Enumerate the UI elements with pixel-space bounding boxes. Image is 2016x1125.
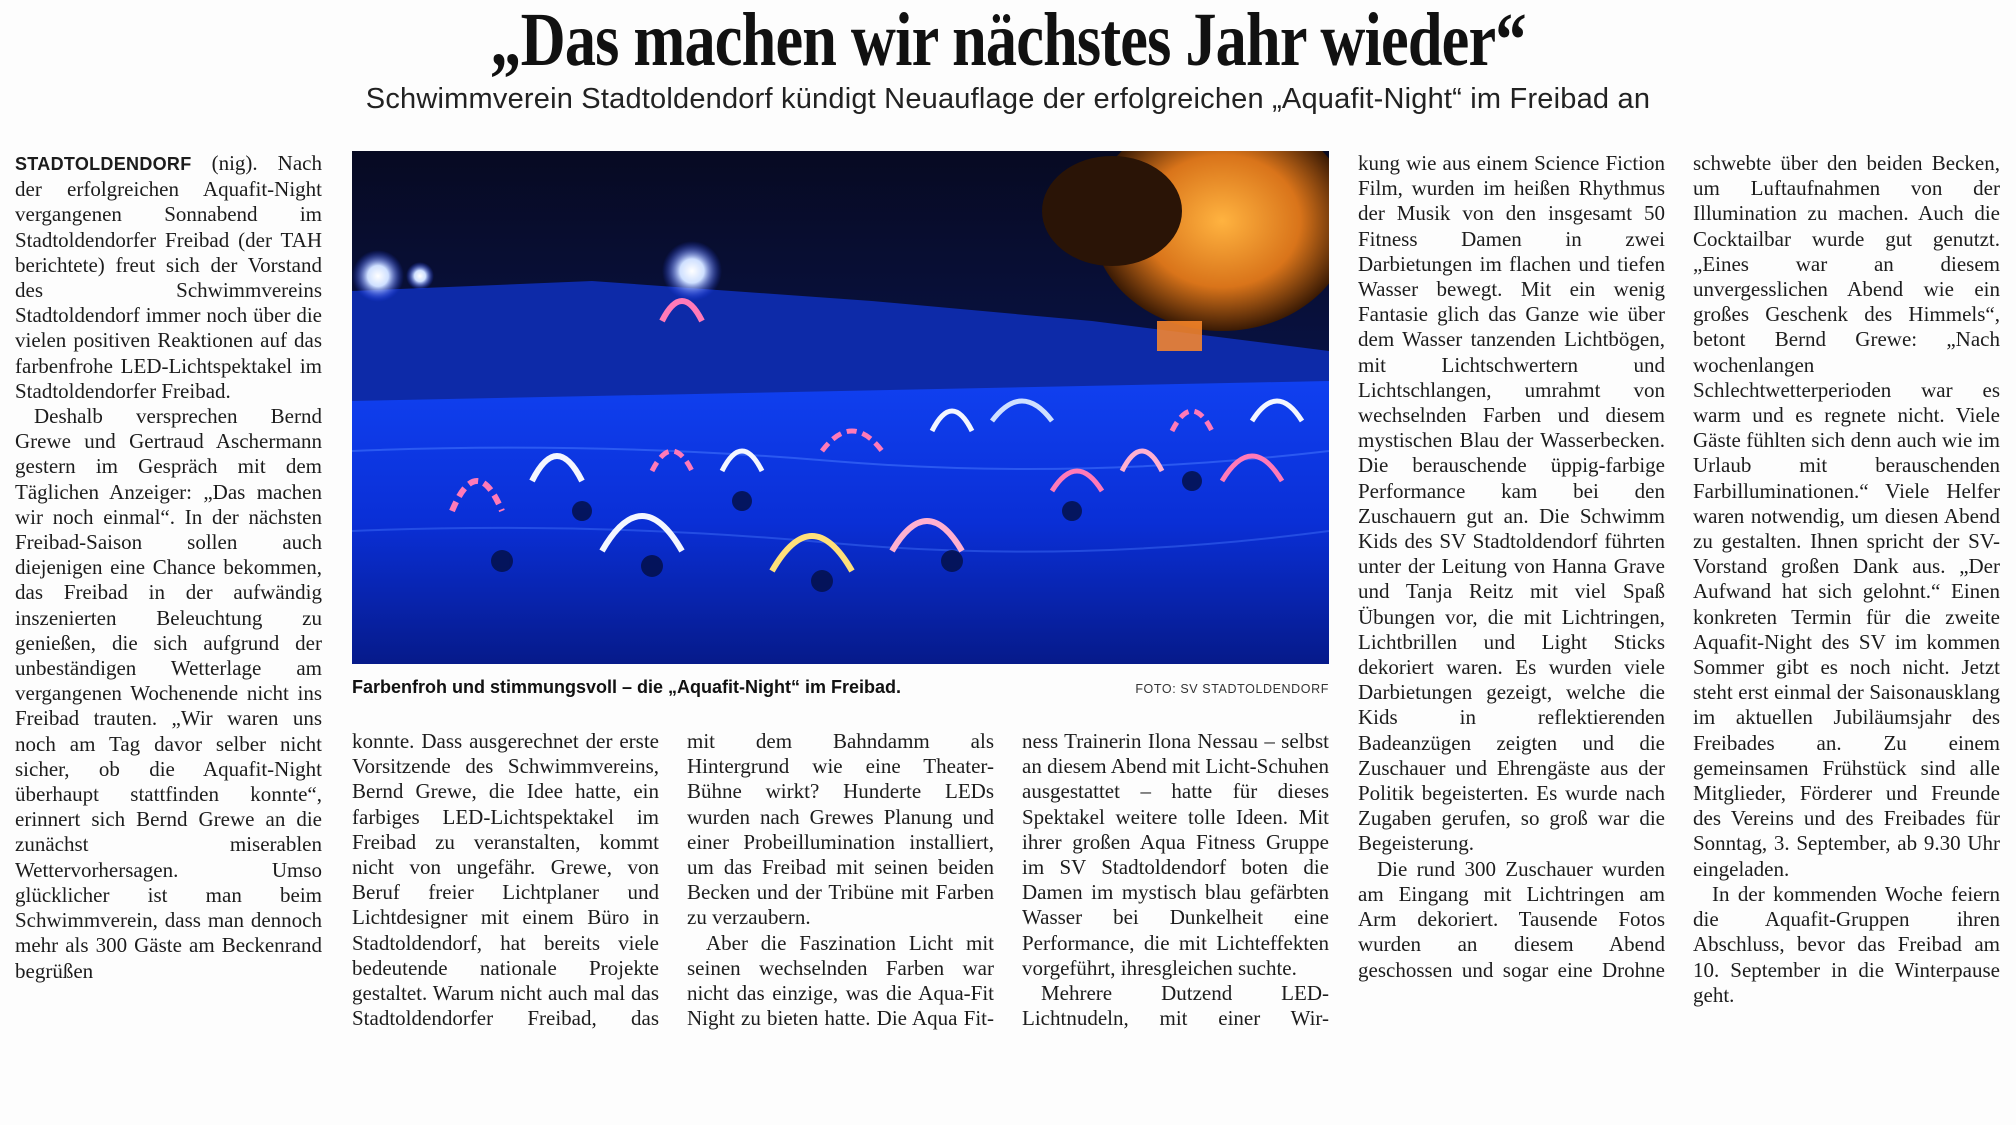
paragraph: mit dem Bahndamm als Hintergrund wie eine Theater-Bühne wirkt? Hunderte LEDs wurden nach Grewes Planung und einer Probeillumination installiert, um das Freibad mit seinen beiden Becken und der Tribüne mit Farben zu verzaubern. [687,729,994,930]
text-column-5 [1358,151,1665,1086]
text-column-6 [1693,151,2000,1086]
paragraph: Mehrere Dutzend LED-Lichtnudeln, mit einer Wir- [1022,981,1329,1031]
photo-credit: FOTO: SV STADTOLDENDORF [1135,682,1329,696]
article-headline: „Das machen wir nächstes Jahr wieder“ [490,0,1526,82]
text-column-1 [15,151,322,1086]
paragraph: Aber die Faszination Licht mit seinen wechselnden Farben war nicht das einzige, was die Aqua-Fit Night zu bieten hatte. Die Aqua Fit- [687,930,994,1031]
photo-caption: Farbenfroh und stimmungsvoll – die „Aquafit-Night“ im Freibad. [352,677,902,697]
paragraph: kung wie aus einem Science Fiction Film, wurden im heißen Rhythmus der Musik von den insgesamt 50 Fitness Damen in zwei Darbietungen im flachen und tiefen Wasser bewegt. Mit ein wenig Fantasie glich das Ganze wie über dem Wasser tanzenden Lichtbögen, mit Lichtschwertern und Lichtschlangen, umrahmt von wechselnden Farben und diesem mystischen Blau der Wasserbecken. Die berauschende üppig-farbige Performance kam bei den Zuschauern gut an. Die Schwimm Kids des SV Stadtoldendorf führten unter der Leitung von Hanna Grave und Tanja Reitz mit viel Spaß Übungen vor, die mit Lichtringen, Lichtbrillen und Light Sticks dekoriert waren. Es wurden viele Darbietungen gezeigt, welche die Kids in reflektierenden Badeanzügen zeigten und die Zuschauer und Ehrengäste aus der Politik begeisterten. Es wurde nach Zugaben gerufen, so groß war die Begeisterung. [1358,151,1665,856]
paragraph: STADTOLDENDORF (nig). Nach der erfolgreichen Aquafit-Night vergangenen Sonnabend im Stadtoldendorfer Freibad (der TAH berichtete) freut sich der Vorstand des Schwimmvereins Stadtoldendorf immer noch über die vielen positiven Reaktionen auf das farbenfrohe LED-Lichtspektakel im Stadtoldendorfer Freibad. [15,151,322,403]
paragraph: konnte. Dass ausgerechnet der erste Vorsitzende des Schwimmvereins, Bernd Grewe, die Idee hatte, ein farbiges LED-Lichtspektakel im Freibad zu veranstalten, kommt nicht von ungefähr. Grewe, von Beruf freier Lichtplaner und Lichtdesigner mit einem Büro in Stadtoldendorf, hat bereits viele bedeutende nationale Projekte gestaltet. Warum nicht auch mal das Stadtoldendorfer Freibad, das [352,729,659,1031]
text-column-4 [1022,729,1329,1086]
paragraph: In der kommenden Woche feiern die Aquafit-Gruppen ihren Abschluss, bevor das Freibad am 10. September in die Winterpause geht. [1693,881,2000,1007]
paragraph: Deshalb versprechen Bernd Grewe und Gertraud Aschermann gestern im Gespräch mit dem Täglichen Anzeiger: „Das machen wir noch einmal“. In der nächsten Freibad-Saison sollen auch diejenigen eine Chance bekommen, das Freibad in der aufwändig inszenierten Beleuchtung zu genießen, die sich aufgrund der unbeständigen Wetterlage am vergangenen Wochenende nicht ins Freibad trauten. „Wir waren uns noch am Tag davor selber nicht sicher, ob die Aquafit-Night überhaupt stattfinden konnte“, erinnert sich Bernd Grewe an die zunächst miserablen Wettervorhersagen. Umso glücklicher ist man beim Schwimmverein, dass man dennoch mehr als 300 Gäste am Beckenrand begrüßen [15,404,322,983]
text-column-2 [352,729,659,1086]
article-subheadline: Schwimmverein Stadtoldendorf kündigt Neuauflage der erfolgreichen „Aquafit-Night“ im Freibad an [365,83,1651,115]
paragraph: ness Trainerin Ilona Nessau – selbst an diesem Abend mit Licht-Schuhen ausgestattet – hatte für dieses Spektakel weitere tolle Ideen. Mit ihrer großen Aqua Fitness Gruppe im SV Stadtoldendorf boten die Damen im mystisch blau gefärbten Wasser bei Dunkelheit eine Performance, die mit Lichteffekten vorgeführt, ihresgleichen suchte. [1022,729,1329,980]
dateline: STADTOLDENDORF [15,154,192,174]
text-column-3 [687,729,994,1086]
paragraph: Die rund 300 Zuschauer wurden am Eingang mit Lichtringen am Arm dekoriert. Tausende Fotos wurden an diesem Abend geschossen und sogar eine Drohne [1358,856,1665,982]
article-photo [352,151,1329,664]
paragraph: schwebte über den beiden Becken, um Luftaufnahmen von der Illumination zu machen. Auch die Cocktailbar wurde gut genutzt. „Eines war an diesem unvergesslichen Abend wie ein großes Geschenk des Himmels“, betont Bernd Grewe: „Nach wochenlangen Schlechtwetterperioden war es warm und es regnete nicht. Viele Gäste fühlten sich denn auch wie im Urlaub mit berauschenden Farbilluminationen.“ Viele Helfer waren notwendig, um diesen Abend zu gestalten. Ihnen spricht der SV-Vorstand großen Dank aus. „Der Aufwand hat sich gelohnt.“ Einen konkreten Termin für die zweite Aquafit-Night des SV im kommen Sommer gibt es noch nicht. Jetzt steht erst einmal der Saisonausklang im aktuellen Jubiläumsjahr des Freibades an. Zu einem gemeinsamen Frühstück sind alle Mitglieder, Förderer und Freunde des Vereins und des Freibades für Sonntag, 3. September, ab 9.30 Uhr eingeladen. [1693,151,2000,881]
